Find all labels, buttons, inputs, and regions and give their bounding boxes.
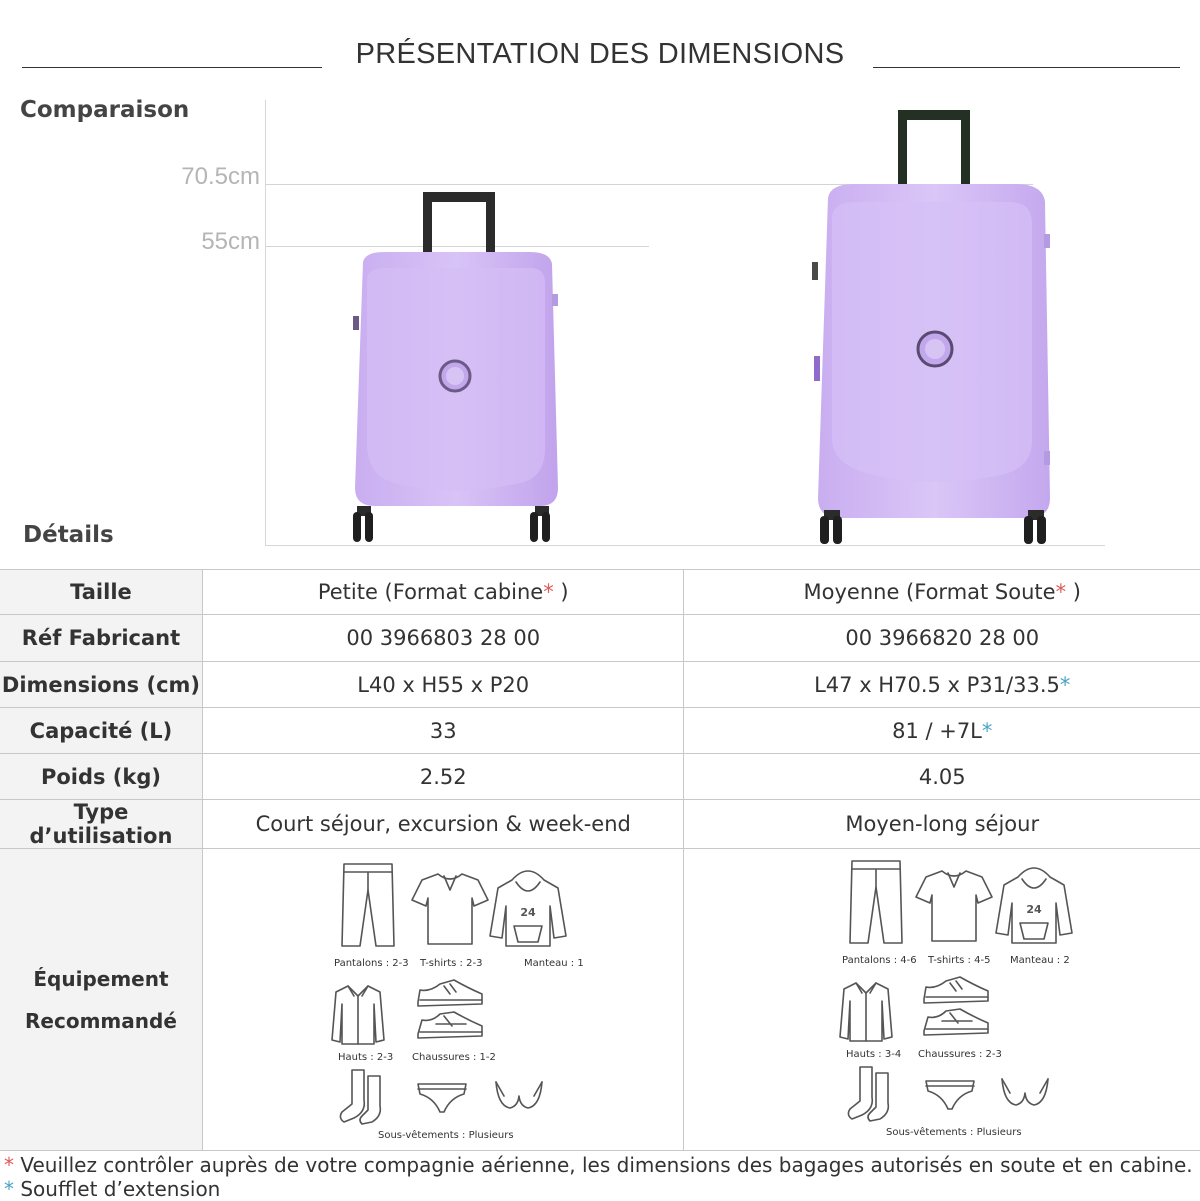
bra-icon xyxy=(998,1073,1052,1111)
svg-text:24: 24 xyxy=(1026,903,1042,916)
svg-text:24: 24 xyxy=(520,906,536,919)
dimension-label-small: 55cm xyxy=(201,228,260,255)
shoe-icon xyxy=(920,973,992,1007)
shoe-icon xyxy=(920,1005,992,1039)
tshirt-icon xyxy=(410,870,490,948)
bra-icon xyxy=(492,1076,546,1114)
cell-usage-small: Court séjour, excursion & week-end xyxy=(202,800,684,849)
suitcase-large xyxy=(800,106,1065,548)
cell-ref-large: 00 3966820 28 00 xyxy=(684,615,1200,662)
equipment-set-small xyxy=(328,858,584,1148)
footnote-airline: * Veuillez contrôler auprès de votre compagnie aérienne, les dimensions des bagages autorisés en soute et en cabine. xyxy=(4,1153,1193,1177)
cell-weight-small: 2.52 xyxy=(202,754,684,800)
caption-coat-small: Manteau : 1 xyxy=(524,958,584,969)
row-header-capacity: Capacité (L) xyxy=(0,708,202,754)
caption-pants-large: Pantalons : 4-6 xyxy=(842,955,917,966)
comparison-axis-vertical xyxy=(265,100,266,546)
comparison-heading: Comparaison xyxy=(20,97,190,123)
cell-dimensions-large: L47 x H70.5 x P31/33.5* xyxy=(684,662,1200,708)
cell-capacity-large: 81 / +7L* xyxy=(684,708,1200,754)
page-title: PRÉSENTATION DES DIMENSIONS xyxy=(355,38,845,70)
caption-underwear-small: Sous-vêtements : Plusieurs xyxy=(378,1130,514,1141)
suitcase-small xyxy=(345,188,570,548)
shirt-icon xyxy=(330,982,386,1046)
table-row xyxy=(0,570,1200,615)
sock-icon xyxy=(336,1066,392,1126)
cell-size-small: Petite (Format cabine* ) xyxy=(202,570,684,615)
shoe-icon xyxy=(414,976,486,1010)
tshirt-icon xyxy=(914,867,994,945)
table-row xyxy=(0,708,1200,754)
table-row xyxy=(0,662,1200,708)
pants-icon xyxy=(846,857,906,947)
briefs-icon xyxy=(414,1080,470,1116)
caption-tops-small: Hauts : 2-3 xyxy=(338,1052,394,1063)
caption-tops-large: Hauts : 3-4 xyxy=(846,1049,902,1060)
title-rule-right xyxy=(873,67,1180,68)
pants-icon xyxy=(338,860,398,950)
equipment-set-large xyxy=(836,855,1086,1145)
caption-shoes-large: Chaussures : 2-3 xyxy=(918,1049,1002,1060)
row-header-weight: Poids (kg) xyxy=(0,754,202,800)
row-header-dimensions: Dimensions (cm) xyxy=(0,662,202,708)
cell-size-large: Moyenne (Format Soute* ) xyxy=(684,570,1200,615)
cell-usage-large: Moyen-long séjour xyxy=(684,800,1200,849)
cell-dimensions-small: L40 x H55 x P20 xyxy=(202,662,684,708)
caption-tshirts-large: T-shirts : 4-5 xyxy=(928,955,991,966)
caption-underwear-large: Sous-vêtements : Plusieurs xyxy=(886,1127,1022,1138)
caption-coat-large: Manteau : 2 xyxy=(1010,955,1070,966)
row-header-usage: Type d’utilisation xyxy=(0,800,202,849)
caption-pants-small: Pantalons : 2-3 xyxy=(334,958,409,969)
briefs-icon xyxy=(922,1077,978,1113)
shoe-icon xyxy=(414,1008,486,1042)
row-header-ref: Réf Fabricant xyxy=(0,615,202,662)
row-header-size: Taille xyxy=(0,570,202,615)
row-header-equipment: Équipement Recommandé xyxy=(0,849,202,1151)
shirt-icon xyxy=(838,979,894,1043)
cell-capacity-small: 33 xyxy=(202,708,684,754)
hoodie-icon xyxy=(994,863,1074,947)
footnote-extension: * Soufflet d’extension xyxy=(4,1177,221,1201)
table-row xyxy=(0,615,1200,662)
dimension-label-large: 70.5cm xyxy=(181,163,260,190)
details-heading: Détails xyxy=(23,522,114,548)
cell-ref-small: 00 3966803 28 00 xyxy=(202,615,684,662)
caption-shoes-small: Chaussures : 1-2 xyxy=(412,1052,496,1063)
hoodie-icon xyxy=(488,866,568,950)
table-row xyxy=(0,800,1200,849)
table-row xyxy=(0,754,1200,800)
cell-weight-large: 4.05 xyxy=(684,754,1200,800)
caption-tshirts-small: T-shirts : 2-3 xyxy=(420,958,483,969)
sock-icon xyxy=(844,1063,900,1123)
